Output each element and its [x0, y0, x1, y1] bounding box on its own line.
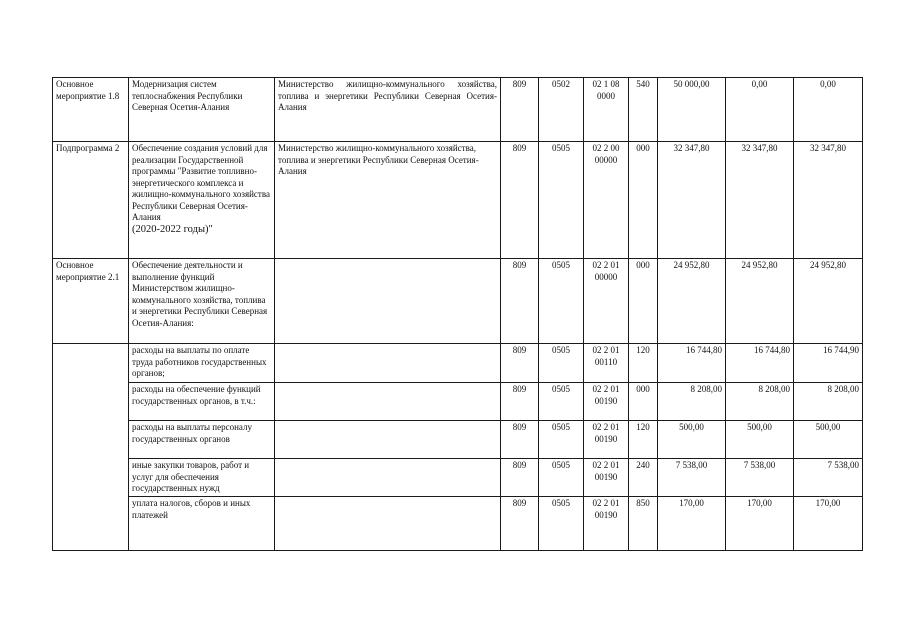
row-type-cell: Основное мероприятие 1.8	[53, 78, 129, 142]
csr-cell: 02 2 01 00190	[584, 459, 629, 497]
amount-year3-cell: 7 538,00	[794, 459, 863, 497]
table-row	[53, 383, 863, 421]
rzpr-cell: 0505	[539, 497, 584, 551]
amount-year2-cell: 24 952,80	[726, 259, 794, 344]
row-executor-cell	[275, 421, 501, 459]
amount-year3-cell: 500,00	[794, 421, 863, 459]
rzpr-cell: 0505	[539, 259, 584, 344]
rzpr-cell: 0502	[539, 78, 584, 142]
row-type-cell	[53, 497, 129, 551]
amount-year1-cell: 7 538,00	[658, 459, 726, 497]
vr-cell: 540	[629, 78, 658, 142]
amount-year1-cell: 500,00	[658, 421, 726, 459]
grbs-cell: 809	[501, 259, 539, 344]
amount-year2-cell: 500,00	[726, 421, 794, 459]
rzpr-cell: 0505	[539, 421, 584, 459]
table-row	[53, 421, 863, 459]
amount-year3-cell: 0,00	[794, 78, 863, 142]
row-name-cell: уплата налогов, сборов и иных платежей	[129, 497, 275, 551]
amount-year2-cell: 8 208,00	[726, 383, 794, 421]
rzpr-cell: 0505	[539, 383, 584, 421]
amount-year2-cell: 170,00	[726, 497, 794, 551]
grbs-cell: 809	[501, 383, 539, 421]
table-row	[53, 259, 863, 344]
grbs-cell: 809	[501, 78, 539, 142]
amount-year1-cell: 16 744,80	[658, 344, 726, 383]
table-row	[53, 78, 863, 142]
row-type-cell: Подпрограмма 2	[53, 142, 129, 259]
csr-cell: 02 2 00 00000	[584, 142, 629, 259]
table-row	[53, 497, 863, 551]
row-executor-cell: Министерство жилищно-коммунального хозяйства, топлива и энергетики Республики Северная Осетия-Алания	[275, 142, 501, 259]
row-name-cell: расходы на выплаты персоналу государственных органов	[129, 421, 275, 459]
grbs-cell: 809	[501, 459, 539, 497]
row-name-cell: Модернизация систем теплоснабжения Республики Северная Осетия-Алания	[129, 78, 275, 142]
csr-cell: 02 2 01 00000	[584, 259, 629, 344]
amount-year1-cell: 8 208,00	[658, 383, 726, 421]
amount-year2-cell: 7 538,00	[726, 459, 794, 497]
csr-cell: 02 1 08 0000	[584, 78, 629, 142]
vr-cell: 850	[629, 497, 658, 551]
amount-year3-cell: 8 208,00	[794, 383, 863, 421]
csr-cell: 02 2 01 00110	[584, 344, 629, 383]
amount-year1-cell: 32 347,80	[658, 142, 726, 259]
vr-cell: 120	[629, 421, 658, 459]
rzpr-cell: 0505	[539, 459, 584, 497]
amount-year1-cell: 170,00	[658, 497, 726, 551]
csr-cell: 02 2 01 00190	[584, 383, 629, 421]
row-executor-cell	[275, 383, 501, 421]
row-type-cell: Основное мероприятие 2.1	[53, 259, 129, 344]
row-type-cell	[53, 344, 129, 383]
row-name-cell: иные закупки товаров, работ и услуг для обеспечения государственных нужд	[129, 459, 275, 497]
table-row	[53, 344, 863, 383]
row-name-cell	[129, 142, 275, 259]
row-executor-cell: Министерство жилищно-коммунального хозяйства, топлива и энергетики Республики Северная Осетия-Алания	[275, 78, 501, 142]
grbs-cell: 809	[501, 344, 539, 383]
budget-table	[52, 77, 863, 551]
row-type-cell	[53, 421, 129, 459]
amount-year1-cell: 50 000,00	[658, 78, 726, 142]
row-type-cell	[53, 459, 129, 497]
amount-year1-cell: 24 952,80	[658, 259, 726, 344]
csr-cell: 02 2 01 00190	[584, 421, 629, 459]
grbs-cell: 809	[501, 142, 539, 259]
row-executor-cell	[275, 344, 501, 383]
vr-cell: 240	[629, 459, 658, 497]
amount-year3-cell: 32 347,80	[794, 142, 863, 259]
amount-year3-cell: 24 952,80	[794, 259, 863, 344]
row-name-cell: расходы на обеспечение функций государственных органов, в т.ч.:	[129, 383, 275, 421]
rzpr-cell: 0505	[539, 344, 584, 383]
vr-cell: 120	[629, 344, 658, 383]
grbs-cell: 809	[501, 497, 539, 551]
amount-year3-cell: 16 744,90	[794, 344, 863, 383]
row-executor-cell	[275, 259, 501, 344]
row-type-cell	[53, 383, 129, 421]
amount-year3-cell: 170,00	[794, 497, 863, 551]
row-executor-cell	[275, 497, 501, 551]
vr-cell: 000	[629, 383, 658, 421]
amount-year2-cell: 0,00	[726, 78, 794, 142]
vr-cell: 000	[629, 259, 658, 344]
amount-year2-cell: 32 347,80	[726, 142, 794, 259]
rzpr-cell: 0505	[539, 142, 584, 259]
row-name-cell: расходы на выплаты по оплате труда работников государственных органов;	[129, 344, 275, 383]
row-executor-cell	[275, 459, 501, 497]
table-row	[53, 142, 863, 259]
row-name-text: Обеспечение создания условий для реализации Государственной программы "Развитие топливно-энергетического комплекса и жилищно-коммунального хозяйства Республики Северная Осетия-Алания	[132, 143, 270, 222]
vr-cell: 000	[629, 142, 658, 259]
row-name-tail: (2020-2022 годы)"	[132, 223, 213, 235]
grbs-cell: 809	[501, 421, 539, 459]
csr-cell: 02 2 01 00190	[584, 497, 629, 551]
table-row	[53, 459, 863, 497]
row-name-cell: Обеспечение деятельности и выполнение функций Министерством жилищно-коммунального хозяйства, топлива и энергетики Республики Северная Осетия-Алания:	[129, 259, 275, 344]
amount-year2-cell: 16 744,80	[726, 344, 794, 383]
